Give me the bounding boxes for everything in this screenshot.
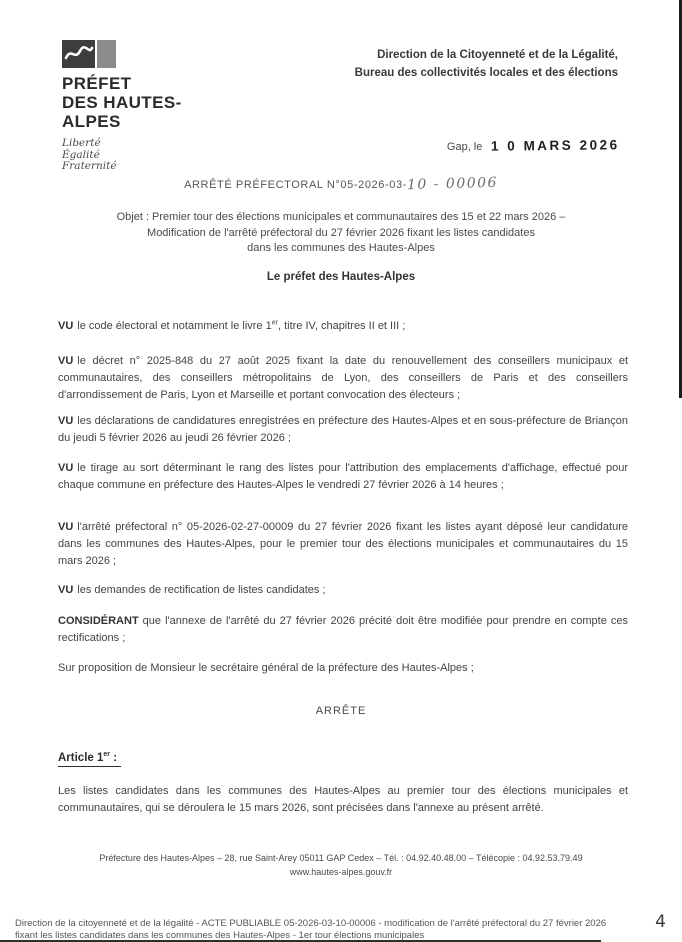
prefecture-address: Préfecture des Hautes-Alpes – 28, rue Saint-Arey 05011 GAP Cedex – Tél. : 04.92.40.48.00 – Télécopie : 04.92.53.79.49 <box>99 853 583 863</box>
prefecture-website: www.hautes-alpes.gouv.fr <box>289 867 393 877</box>
vu-label: VU <box>58 320 74 332</box>
proposition-text: Sur proposition de Monsieur le secrétaire général de la préfecture des Hautes-Alpes ; <box>58 662 474 674</box>
vu-paragraph <box>58 353 628 404</box>
publication-caption: Direction de la citoyenneté et de la légalité - ACTE PUBLIABLE 05-2026-03-10-00006 - modification de l'arrêté préfectoral du 27 février 2026 fixant les listes candidates dans les communes des Hautes-Alpes - 1er tour élections municipales <box>15 918 607 941</box>
vu-text: le tirage au sort déterminant le rang des listes pour l'attribution des emplacements d'affichage, effectué pour chaque commune en préfecture des Hautes-Alpes le vendredi 27 février 2026 à 14 heures ; <box>58 462 628 491</box>
considerant-text: que l'annexe de l'arrêté du 27 février 2026 précité doit être modifiée pour prendre en compte ces rectifications ; <box>58 615 628 644</box>
proposition-paragraph <box>58 660 628 677</box>
marianne-icon <box>62 40 95 68</box>
vu-paragraph <box>58 413 628 447</box>
vu-label: VU <box>58 462 74 474</box>
flag-stripe <box>97 40 116 68</box>
vu-label: VU <box>58 521 74 533</box>
direction-line: Direction de la Citoyenneté et de la Légalité, <box>377 49 618 61</box>
government-header-block <box>62 40 242 173</box>
arrete-heading: ARRÊTE <box>315 705 367 717</box>
vu-text: les demandes de rectification de listes candidates ; <box>77 584 326 596</box>
prefecture-name-line: PRÉFET <box>62 74 132 93</box>
place-date-prefix: Gap, le <box>446 141 483 153</box>
subject-line: Modification de l'arrêté préfectoral du 27 février 2026 fixant les listes candidates <box>147 226 535 239</box>
decree-title <box>0 176 682 192</box>
vu-paragraph <box>58 318 628 335</box>
decree-number-printed: ARRÊTÉ PRÉFECTORAL N°05-2026-03- <box>184 179 407 191</box>
prefet-heading: Le préfet des Hautes-Alpes <box>266 271 416 283</box>
vu-text: les déclarations de candidatures enregistrées en préfecture des Hautes-Alpes et en sous-préfecture de Briançon du jeudi 5 février 2026 au jeudi 26 février 2026 ; <box>58 415 628 444</box>
motto-line: Liberté <box>62 137 101 149</box>
prefecture-name-line: DES HAUTES- <box>62 93 182 112</box>
issuing-direction <box>355 46 618 82</box>
article-heading-text: : <box>110 752 118 764</box>
page-number: 4 <box>655 912 666 932</box>
french-flag-marianne-logo <box>62 40 118 68</box>
place-date-line <box>447 138 620 153</box>
motto-line: Égalité <box>62 148 100 161</box>
decree-number-handwritten: 10 - 00006 <box>406 174 499 194</box>
article-1-text: Les listes candidates dans les communes des Hautes-Alpes au premier tour des élections municipales et communautaires, qui se déroulera le 15 mars 2026, sont précisées dans l'annexe au présent arrêté. <box>58 785 628 814</box>
motto-line: Fraternité <box>62 160 117 172</box>
republic-motto <box>62 138 242 173</box>
ordinal-superscript: er <box>103 751 111 759</box>
prefecture-name <box>62 74 242 131</box>
vu-text: le décret n° 2025-848 du 27 août 2025 fixant la date du renouvellement des conseillers municipaux et communautaires, des conseillers métropolitains de Lyon, des conseillers de Paris et des conseillers d'arrondissement de Paris, Lyon et Marseille et portant convocation des électeurs ; <box>58 355 628 401</box>
ordinal-superscript: er <box>271 319 278 327</box>
vu-paragraph <box>58 460 628 494</box>
vu-paragraph <box>58 519 628 570</box>
vu-paragraph <box>58 582 628 599</box>
subject-line: Objet : Premier tour des élections municipales et communautaires des 15 et 22 mars 2026 – <box>116 211 566 223</box>
prefecture-name-line: ALPES <box>62 112 121 131</box>
article-1-heading <box>58 752 121 767</box>
subject-line: dans les communes des Hautes-Alpes <box>247 242 435 254</box>
direction-line: Bureau des collectivités locales et des élections <box>354 67 618 79</box>
considerant-paragraph <box>58 613 628 647</box>
vu-text: l'arrêté préfectoral n° 05-2026-02-27-00009 du 27 février 2026 fixant les listes ayant déposé leur candidature dans les communes des Hautes-Alpes, pour le premier tour des élections municipales et communautaires du 15 mars 2026 ; <box>58 521 628 567</box>
vu-label: VU <box>58 355 74 367</box>
vu-text: , titre IV, chapitres II et III ; <box>277 320 406 332</box>
considerant-label: CONSIDÉRANT <box>58 615 139 627</box>
date-stamp: 1 0 MARS 2026 <box>491 137 621 154</box>
vu-label: VU <box>58 584 74 596</box>
subject-block <box>70 210 612 257</box>
vu-text: le code électoral et notamment le livre 1 <box>77 320 272 332</box>
vu-label: VU <box>58 415 74 427</box>
article-heading-text: Article 1 <box>58 752 104 764</box>
